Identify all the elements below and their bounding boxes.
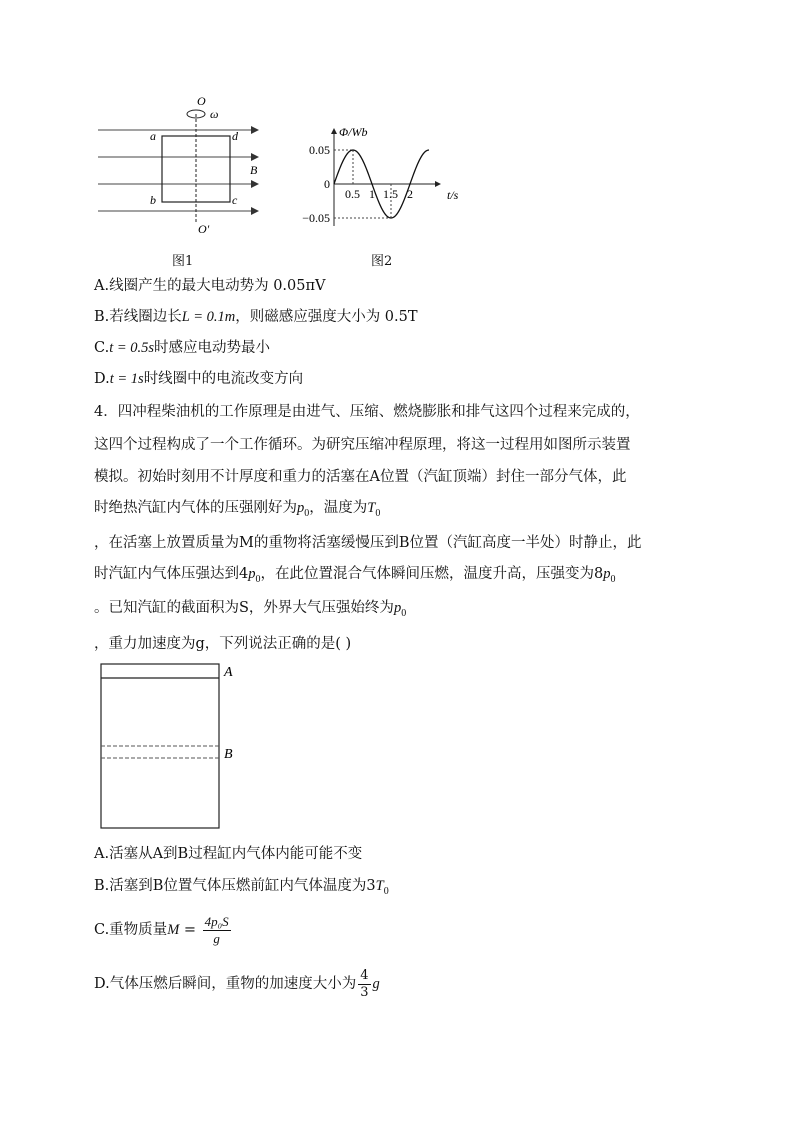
q3-option-a: A.线圈产生的最大电动势为 0.05πV (94, 278, 326, 294)
q4-line-1: 4．四冲程柴油机的工作原理是由进气、压缩、燃烧膨胀和排气这四个过程来完成的， (94, 404, 640, 420)
label-a: a (150, 129, 156, 143)
figure-1-caption: 图1 (172, 254, 194, 269)
figure-2-flux-chart (292, 118, 472, 236)
x-tick-label: 1.5 (383, 187, 398, 201)
y-tick-label: 0 (324, 177, 330, 191)
q4-line-5: ，在活塞上放置质量为M的重物将活塞缓慢压到B位置（汽缸高度一半处）时静止，此 (94, 535, 642, 551)
q4-line-3: 模拟。初始时刻用不计厚度和重力的活塞在A位置（汽缸顶端）封住一部分气体，此 (94, 469, 627, 485)
figure-2-caption: 图2 (371, 254, 393, 269)
q4-line-2: 这四个过程构成了一个工作循环。为研究压缩冲程原理，将这一过程用如图所示装置 (94, 437, 631, 453)
label-O: O (197, 94, 206, 108)
x-tick-label: 2 (407, 187, 413, 201)
q3-option-c: C.t = 0.5s时感应电动势最小 (94, 340, 271, 356)
q4-line-8: ，重力加速度为g，下列说法正确的是( ) (94, 636, 352, 652)
x-axis-arrow (435, 181, 441, 187)
x-axis-label: t/s (447, 188, 459, 202)
y-axis-arrow (331, 128, 337, 134)
x-tick-label: 0.5 (345, 187, 360, 201)
y-axis-label: Φ/Wb (339, 125, 368, 139)
figure-1-rotating-coil (92, 92, 272, 242)
label-B-position: B (224, 747, 233, 762)
label-O-prime: O' (198, 222, 210, 236)
q4-option-d: D.气体压燃后瞬间，重物的加速度大小为 $\frac{4}{3}$ g (94, 967, 380, 1000)
x-tick-label: 1 (369, 187, 375, 201)
label-A-position: A (224, 665, 233, 680)
label-B-field: B (250, 163, 258, 177)
mass-fraction: $\frac{\text{4p₀S}}{g}$ (204, 913, 229, 946)
label-d: d (232, 129, 238, 143)
q4-option-c: C.重物质量M = $\frac{\text{4p₀S}}{g}$ (94, 913, 229, 946)
figure-3-cylinder (96, 660, 246, 830)
y-tick-label: 0.05 (309, 143, 330, 157)
cylinder-outline (101, 664, 219, 828)
accel-fraction: $\frac{4}{3}$ (360, 967, 369, 1000)
label-omega: ω (210, 107, 219, 121)
q4-line-6: 时汽缸内气体压强达到$4p_0$，在此位置混合气体瞬间压燃，温度升高，压强变为$8p_0$ (94, 566, 616, 585)
q3-option-b: B.若线圈边长L = 0.1m，则磁感应强度大小为 0.5T (94, 309, 418, 325)
q3-option-d: D.t = 1s时线圈中的电流改变方向 (94, 371, 304, 387)
label-b: b (150, 193, 156, 207)
q4-line-7: 。已知汽缸的截面积为S，外界大气压强始终为$p_0$ (94, 600, 407, 619)
q4-line-4: 时绝热汽缸内气体的压强刚好为$p_0$，温度为$T_0$ (94, 500, 381, 519)
label-c: c (232, 193, 238, 207)
q4-option-a: A.活塞从A到B过程缸内气体内能可能不变 (94, 846, 363, 862)
y-tick-label: −0.05 (302, 211, 330, 225)
q4-option-b: B.活塞到B位置气体压燃前缸内气体温度为$3T_0$ (94, 878, 389, 897)
